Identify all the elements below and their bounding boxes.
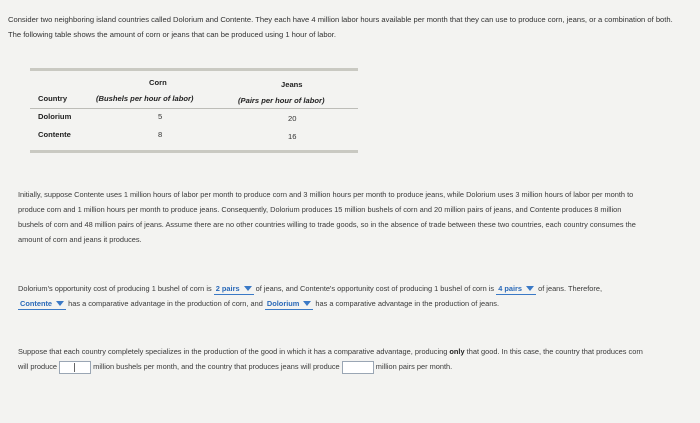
jeans-production-input[interactable] <box>342 361 374 374</box>
corn-production-input[interactable] <box>59 361 91 374</box>
row-jeans: 16 <box>288 132 297 141</box>
dropdown-value: Contente <box>20 299 53 308</box>
row-corn: 5 <box>158 112 163 121</box>
table-header-rule <box>30 108 358 109</box>
chevron-down-icon <box>244 286 252 291</box>
row-corn: 8 <box>158 130 163 139</box>
row-country: Dolorium <box>38 112 72 121</box>
text-span: of jeans. Therefore, <box>538 284 603 293</box>
header-jeans-sub: (Pairs per hour of labor) <box>238 96 325 105</box>
intro-text: Consider two neighboring island countries called Dolorium and Contente. They each have 4 million labor hours available per month that they can use to produce corn, jeans, or a combination of both. The following table shows the amount of corn or jeans that can be produced using 1 hour of labor. <box>8 15 673 39</box>
dolorium-opportunity-cost-dropdown[interactable] <box>214 283 254 295</box>
text-span: that good. In this case, the country that produces corn will produce <box>18 347 643 371</box>
chevron-down-icon <box>56 301 64 306</box>
dropdown-value: 4 pairs <box>498 284 523 293</box>
text-span: has a comparative advantage in the production of jeans. <box>315 299 500 308</box>
chevron-down-icon <box>526 286 534 291</box>
header-jeans-top: Jeans <box>281 80 303 89</box>
dropdown-value: Dolorium <box>266 299 300 308</box>
text-span: Suppose that each country completely specializes in the production of the good in which it has a comparative advantage, producing <box>18 347 448 356</box>
text-span: Dolorium's opportunity cost of producing 1 bushel of corn is <box>18 284 212 293</box>
row-country: Contente <box>38 130 71 139</box>
contente-opportunity-cost-dropdown[interactable] <box>496 283 536 295</box>
row-jeans: 20 <box>288 114 297 123</box>
text-span: million pairs per month. <box>375 362 453 371</box>
dropdown-value: 2 pairs <box>215 284 240 293</box>
text-span: of jeans, and Contente's opportunity cost of producing 1 bushel of corn is <box>255 284 495 293</box>
chevron-down-icon <box>303 301 311 306</box>
header-corn-top: Corn <box>149 78 167 87</box>
jeans-advantage-dropdown[interactable] <box>265 298 313 310</box>
text-span: has a comparative advantage in the production of corn, and <box>68 299 263 308</box>
text-span: million bushels per month, and the country that produces jeans will produce <box>93 362 340 371</box>
header-corn-sub: (Bushels per hour of labor) <box>96 94 194 103</box>
header-country: Country <box>38 94 68 103</box>
emphasis-only: only <box>449 347 465 356</box>
table-top-rule <box>30 68 358 71</box>
corn-advantage-dropdown[interactable] <box>18 298 66 310</box>
specialization-paragraph <box>18 344 648 374</box>
opportunity-cost-paragraph <box>18 281 648 311</box>
table-bottom-rule <box>30 150 358 153</box>
scenario-paragraph: Initially, suppose Contente uses 1 million hours of labor per month to produce corn and 3 million hours per month to produce jeans, while Dolorium uses 3 million hours of labor per month to produce corn and 1 million hours per month to produce jeans. Consequently, Dolorium produces 15 million bushels of corn and 20 million pairs of jeans, and Contente produces 8 million bushels of corn and 48 million pairs of jeans. Assume there are no other countries willing to trade goods, so in the absence of trade between these two countries, each country consumes the amount of corn and jeans it produces. <box>18 190 636 244</box>
